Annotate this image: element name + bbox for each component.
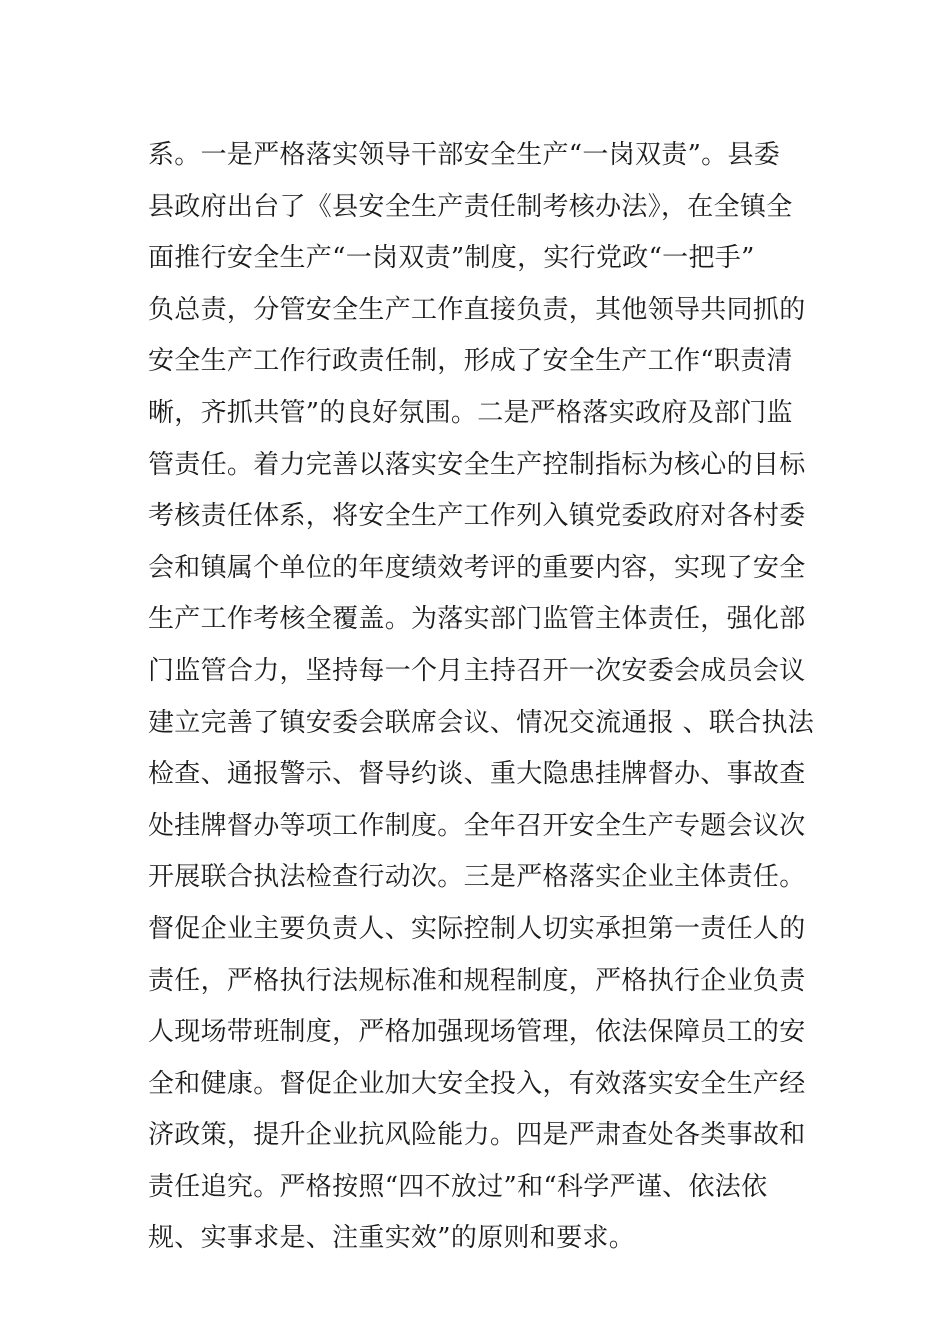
text-line: 开展联合执法检查行动次。三是严格落实企业主体责任。 [148, 862, 806, 893]
body-paragraph [148, 130, 818, 1265]
text-line: 面推行安全生产“一岗双责”制度，实行党政“一把手” [148, 243, 755, 274]
text-line: 督促企业主要负责人、实际控制人切实承担第一责任人的 [148, 913, 806, 944]
text-line: 全和健康。督促企业加大安全投入，有效落实安全生产经 [148, 1068, 806, 1099]
text-line: 济政策，提升企业抗风险能力。四是严肃查处各类事故和 [148, 1120, 806, 1151]
text-line: 人现场带班制度，严格加强现场管理，依法保障员工的安 [148, 1017, 806, 1048]
text-line: 检查、通报警示、督导约谈、重大隐患挂牌督办、事故查 [148, 759, 806, 790]
text-line: 规、实事求是、注重实效”的原则和要求。 [148, 1223, 635, 1254]
text-line: 管责任。着力完善以落实安全生产控制指标为核心的目标 [148, 449, 806, 480]
text-line: 系。一是严格落实领导干部安全生产“一岗双责”。县委 [148, 140, 781, 170]
text-line: 责任，严格执行法规标准和规程制度，严格执行企业负责 [148, 965, 806, 996]
text-line: 生产工作考核全覆盖。为落实部门监管主体责任，强化部 [148, 604, 806, 635]
text-line: 处挂牌督办等项工作制度。全年召开安全生产专题会议次 [148, 810, 806, 841]
text-line: 县政府出台了《县安全生产责任制考核办法》，在全镇全 [148, 191, 793, 222]
text-line: 门监管合力，坚持每一个月主持召开一次安委会成员会议 [148, 655, 806, 686]
text-line: 考核责任体系，将安全生产工作列入镇党委政府对各村委 [148, 501, 806, 532]
text-line: 晰，齐抓共管”的良好氛围。二是严格落实政府及部门监 [148, 397, 793, 428]
text-line: 负总责，分管安全生产工作直接负责，其他领导共同抓的 [148, 294, 806, 325]
text-line: 安全生产工作行政责任制，形成了安全生产工作“职责清 [148, 346, 793, 377]
text-line: 责任追究。严格按照“四不放过”和“科学严谨、依法依 [148, 1171, 768, 1202]
text-line: 会和镇属个单位的年度绩效考评的重要内容，实现了安全 [148, 552, 806, 583]
text-line: 建立完善了镇安委会联席会议、情况交流通报 、联合执法 [148, 707, 815, 738]
